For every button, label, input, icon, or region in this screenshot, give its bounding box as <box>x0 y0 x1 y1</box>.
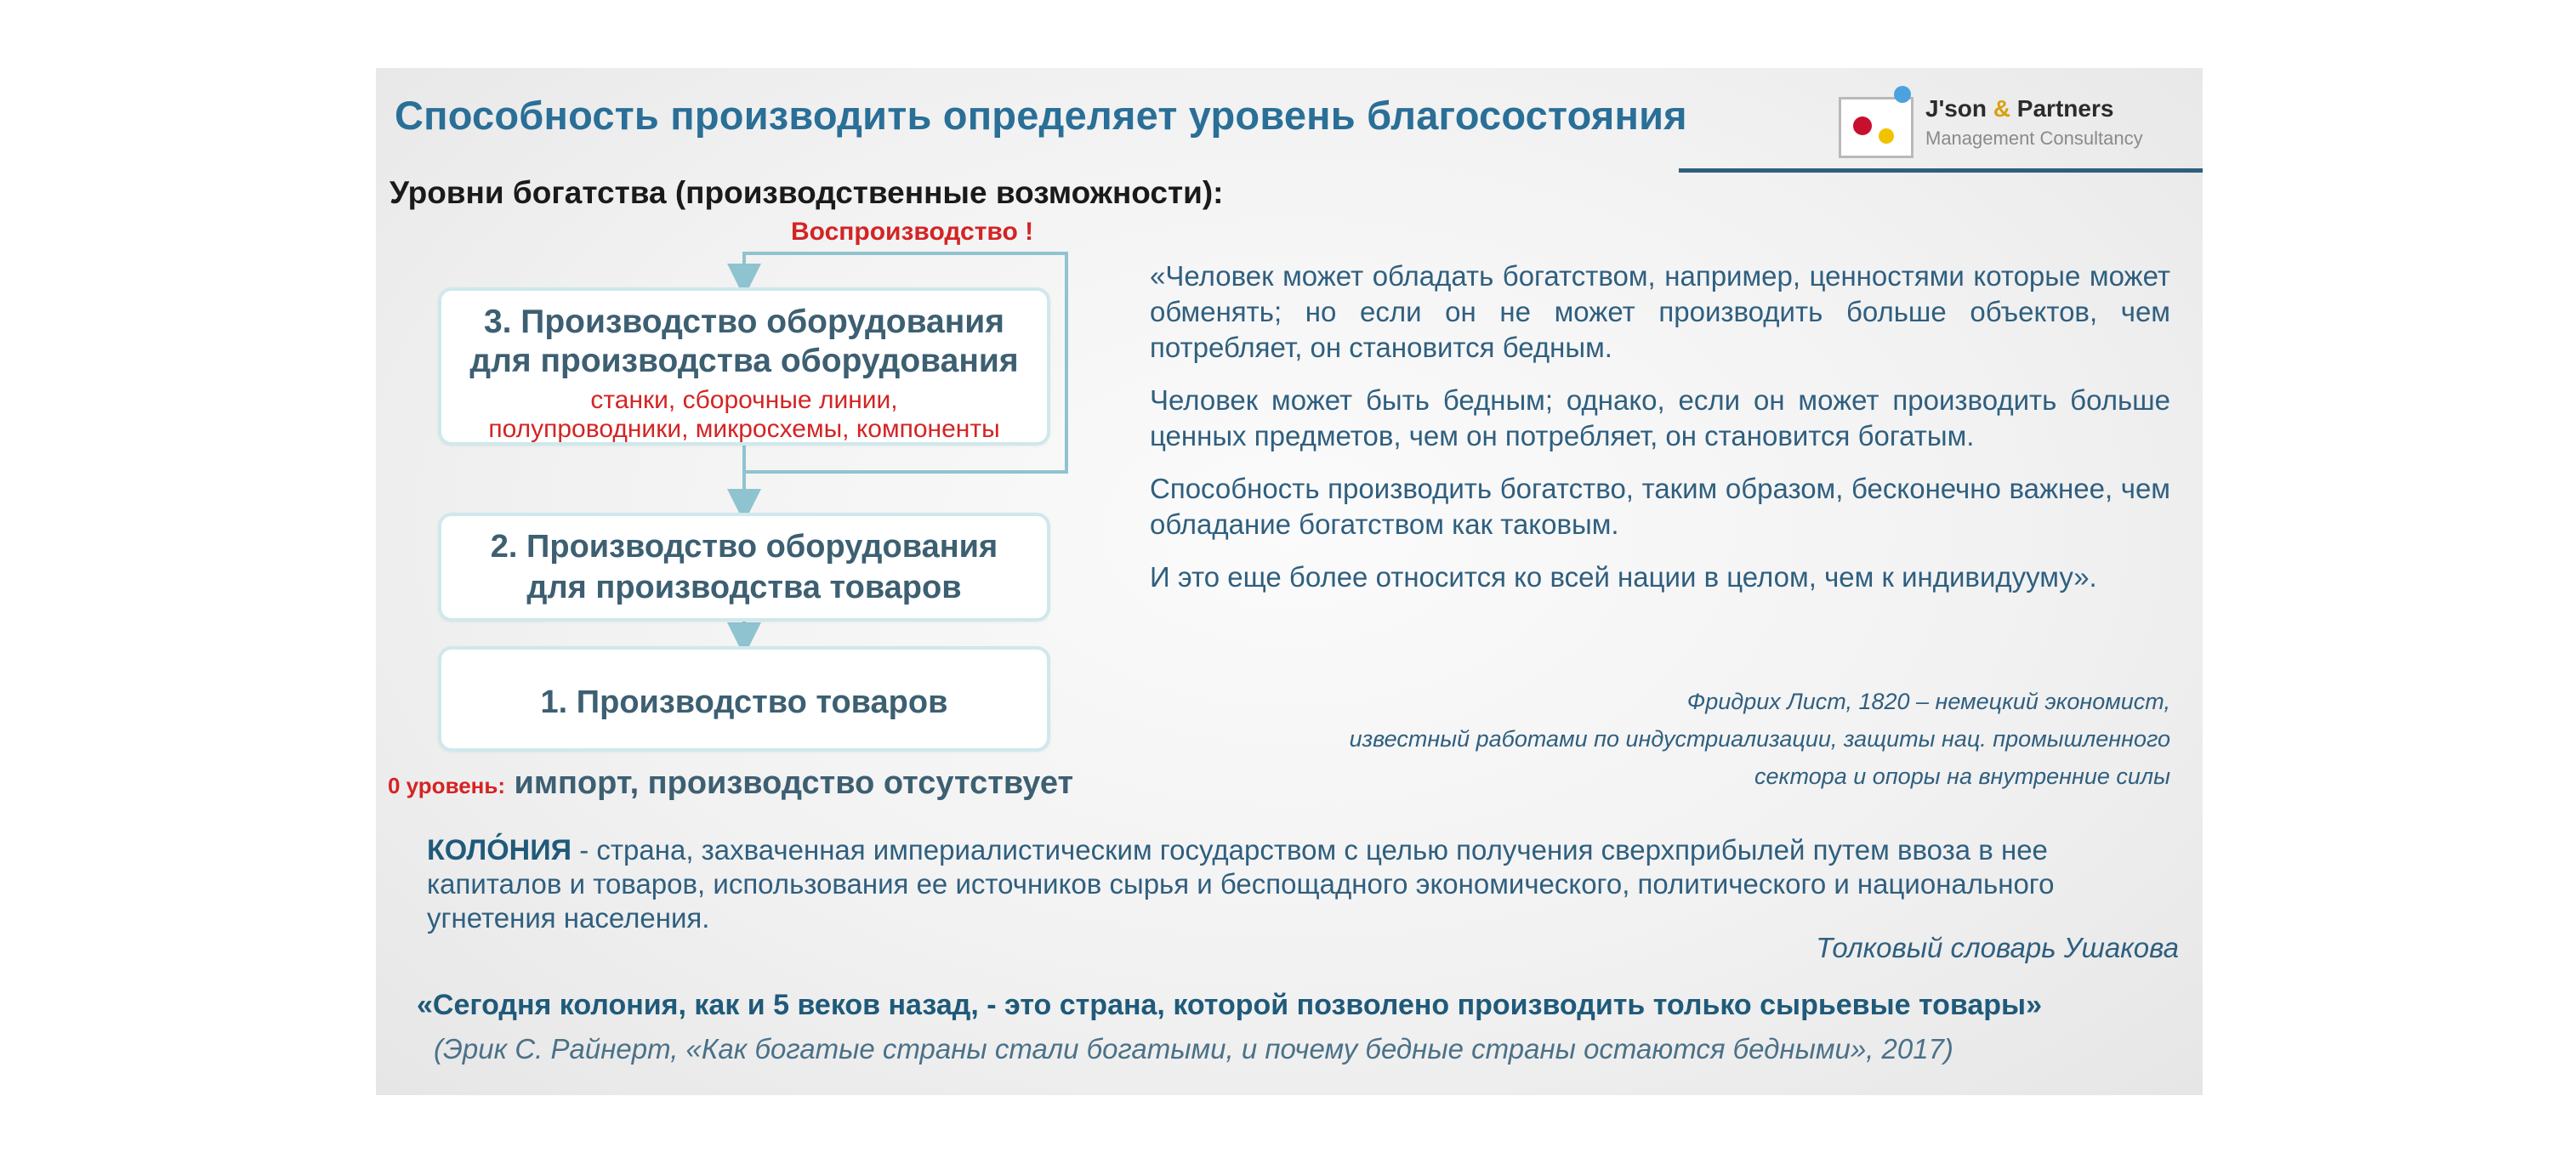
level-3-examples-1: станки, сборочные линии, <box>590 386 898 414</box>
logo-name-part1: J'son <box>1925 95 1993 122</box>
attribution-line-3: сектора и опоры на внутренние силы <box>1754 764 2170 789</box>
quote-paragraph-1: «Человек может обладать богатством, например, ценностями которые может обменять; но если он не может производить больше объектов, чем потребляет, он становится бедным. <box>1150 260 2170 363</box>
level-2-line1: 2. Производство оборудования <box>490 529 998 565</box>
list-quote <box>1150 258 2170 605</box>
slide-title: Способность производить определяет уровень благосостояния <box>395 93 1687 138</box>
colony-source: Толковый словарь Ушакова <box>1816 932 2179 963</box>
attribution-line-2: известный работами по индустриализации, защиты нац. промышленного <box>1349 726 2170 752</box>
level-3-examples-2: полупроводники, микросхемы, компоненты <box>488 415 1000 443</box>
level-0-row <box>388 765 1073 802</box>
quote-attribution <box>1150 683 2170 795</box>
logo-subtitle: Management Consultancy <box>1925 128 2143 149</box>
reinert-citation: (Эрик С. Райнерт, «Как богатые страны стали богатыми, и почему бедные страны остаются бедными», 2017) <box>434 1033 1953 1065</box>
colony-definition <box>427 833 2179 935</box>
level-3-box <box>438 287 1050 446</box>
levels-heading: Уровни богатства (производственные возможности): <box>390 175 1224 210</box>
logo-name-part2: Partners <box>2010 95 2114 122</box>
reinert-quote: «Сегодня колония, как и 5 веков назад, - это страна, которой позволено производить только сырьевые товары» <box>417 989 2043 1021</box>
slide <box>376 68 2203 1095</box>
colony-term: КОЛО́НИЯ <box>427 834 572 866</box>
quote-paragraph-4: И это еще более относится ко всей нации в целом, чем к индивидууму». <box>1150 561 2097 593</box>
level-3-line2: для производства оборудования <box>469 343 1019 379</box>
attribution-line-1: Фридрих Лист, 1820 – немецкий экономист, <box>1686 689 2170 714</box>
level-0-text: импорт, производство отсутствует <box>514 765 1074 801</box>
level-0-label: 0 уровень: <box>388 773 506 798</box>
colony-definition-text: - страна, захваченная империалистическим государством с целью получения сверхприбылей путем ввоза в нее капиталов и товаров, использования ее источников сырья и беспощадного экономического, политического и национального угнетения населения. <box>427 834 2055 934</box>
quote-paragraph-2: Человек может быть бедным; однако, если он может производить больше ценных предметов, чем он потребляет, он становится богатым. <box>1150 384 2170 451</box>
level-2-box <box>438 513 1050 622</box>
quote-paragraph-3: Способность производить богатство, таким образом, бесконечно важнее, чем обладание богатством как таковым. <box>1150 473 2170 540</box>
logo-ampersand: & <box>1993 95 2011 122</box>
level-1-box <box>438 646 1050 752</box>
level-2-line2: для производства товаров <box>526 570 962 605</box>
level-1-line1: 1. Производство товаров <box>540 684 948 720</box>
level-3-line1: 3. Производство оборудования <box>483 304 1005 340</box>
reproduction-label: Воспроизводство ! <box>791 218 1034 246</box>
